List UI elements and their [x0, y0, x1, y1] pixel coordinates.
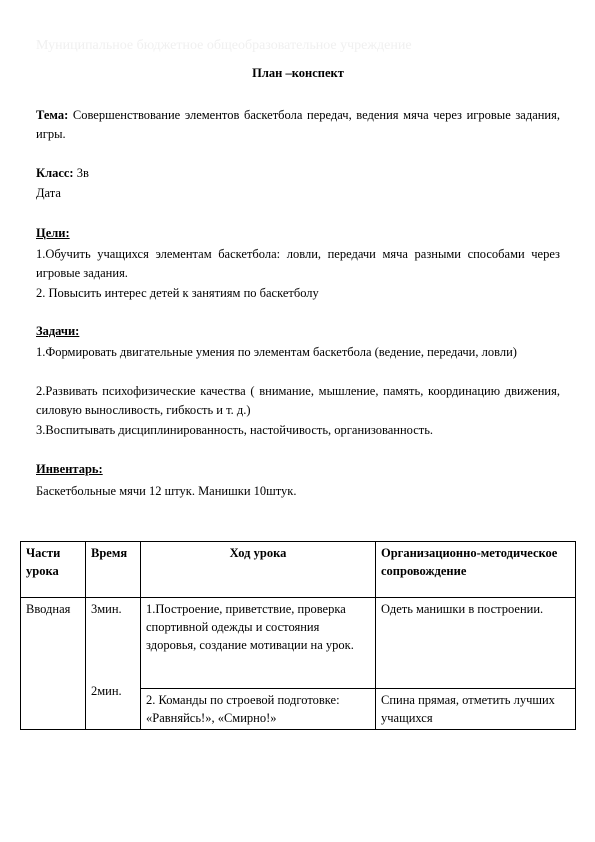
inventory-label — [36, 460, 560, 479]
time-value: 2мин. — [91, 684, 122, 698]
date-label: Дата — [36, 186, 61, 200]
goal-item: 1.Обучить учащихся элементам баскетбола: ловли, передачи мяча разными способами через игровые задания. — [36, 247, 560, 280]
table-row — [21, 598, 576, 689]
class-value: 3в — [73, 166, 89, 180]
time-cell — [86, 598, 141, 730]
method-cell: Одеть манишки в построении. — [376, 598, 576, 689]
faded-header: Муниципальное бюджетное общеобразовательное учреждение — [36, 38, 412, 53]
goals-label — [36, 224, 560, 243]
inventory-text: Баскетбольные мячи 12 штук. Манишки 10штук. — [36, 484, 297, 498]
topic-paragraph — [36, 106, 560, 144]
header-cell: Ход урока — [141, 542, 376, 598]
part-cell: Вводная — [21, 598, 86, 730]
method-cell: Спина прямая, отметить лучших учащихся — [376, 689, 576, 730]
goal-item: 2. Повысить интерес детей к занятиям по баскетболу — [36, 286, 319, 300]
header-cell: Организационно-методическое сопровождение — [376, 542, 576, 598]
page-title: План –конспект — [252, 66, 344, 80]
table-header-row — [21, 542, 576, 598]
goals-heading: Цели: — [36, 226, 70, 240]
inventory-heading: Инвентарь: — [36, 462, 103, 476]
header-cell: Время — [86, 542, 141, 598]
lesson-table — [20, 541, 576, 730]
course-cell: 1.Построение, приветствие, проверка спортивной одежды и состояния здоровья, создание мотивации на урок. — [141, 598, 376, 689]
task-item: 1.Формировать двигательные умения по элементам баскетбола (ведение, передачи, ловли) — [36, 345, 517, 359]
class-line — [36, 164, 560, 183]
header-cell: Части урока — [21, 542, 86, 598]
course-cell: 2. Команды по строевой подготовке: «Равняйсь!», «Смирно!» — [141, 689, 376, 730]
time-value: 3мин. — [91, 602, 122, 616]
tasks-label — [36, 322, 560, 341]
topic-text: Совершенствование элементов баскетбола передач, ведения мяча через игровые задания, игры. — [36, 108, 560, 141]
task-item: 3.Воспитывать дисциплинированность, настойчивость, организованность. — [36, 423, 434, 437]
topic-label: Тема: — [36, 108, 69, 122]
tasks-heading: Задачи: — [36, 324, 80, 338]
class-label: Класс: — [36, 166, 74, 180]
task-item: 2.Развивать психофизические качества ( внимание, мышление, память, координацию движения, силовую выносливость, гибкость и т. д.) — [36, 384, 560, 417]
